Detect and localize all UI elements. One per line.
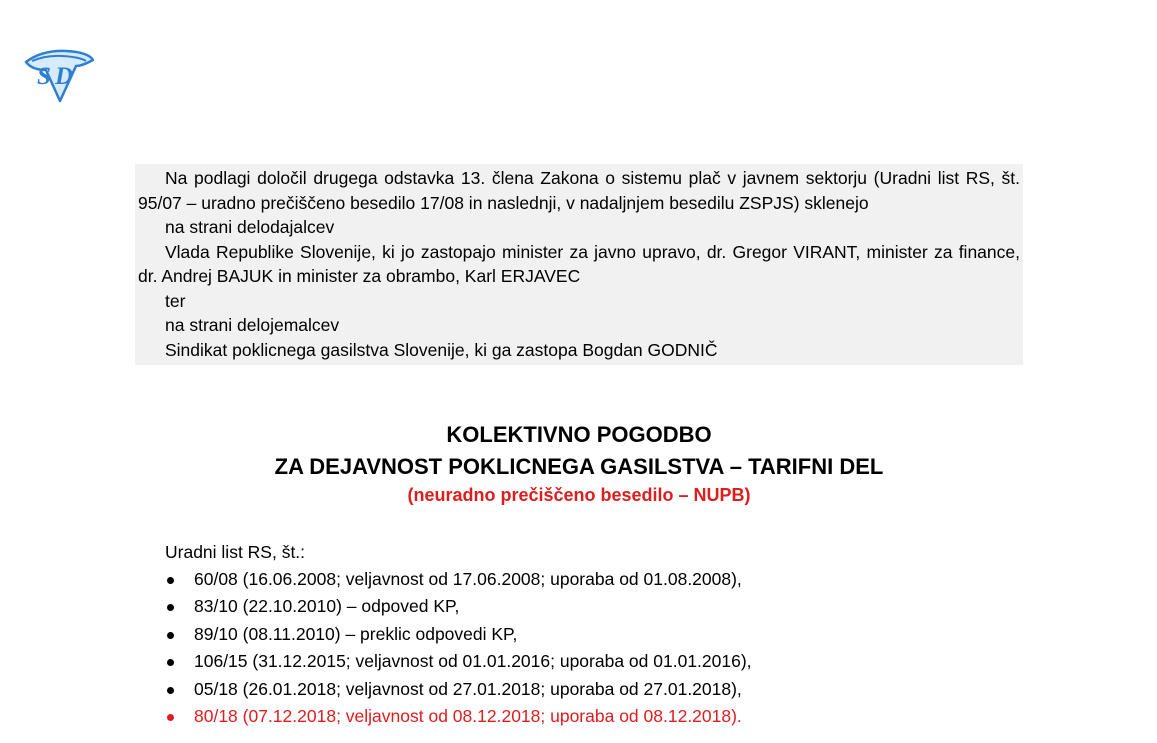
reference-list-item	[165, 703, 752, 730]
title-block	[135, 419, 1023, 507]
svg-text:D: D	[55, 63, 74, 90]
document-title-line-2: ZA DEJAVNOST POKLICNEGA GASILSTVA – TARIFNI DEL	[274, 454, 884, 479]
preamble-paragraph: Sindikat poklicnega gasilstva Slovenije, ki ga zastopa Bogdan GODNIČ	[165, 339, 718, 360]
reference-list-item	[165, 566, 752, 593]
bullet-icon	[167, 604, 174, 611]
preamble-paragraph: ter	[165, 290, 186, 311]
document-subtitle: (neuradno prečiščeno besedilo – NUPB)	[407, 485, 751, 505]
svg-text:S: S	[37, 63, 51, 90]
bullet-icon	[167, 714, 174, 721]
references-heading: Uradni list RS, št.:	[165, 542, 306, 562]
reference-text: 106/15 (31.12.2015; veljavnost od 01.01.2016; uporaba od 01.01.2016),	[194, 651, 752, 672]
reference-text: 60/08 (16.06.2008; veljavnost od 17.06.2008; uporaba od 01.08.2008),	[194, 569, 742, 589]
bullet-icon	[167, 687, 174, 694]
references-list	[165, 566, 752, 730]
reference-text: 89/10 (08.11.2010) – preklic odpovedi KP,	[194, 623, 518, 644]
preamble-paragraph: na strani delojemalcev	[165, 315, 340, 335]
preamble-paragraph: na strani delodajalcev	[165, 217, 335, 237]
sd-logo-icon	[22, 48, 96, 104]
reference-text: 83/10 (22.10.2010) – odpoved KP,	[194, 596, 460, 617]
bullet-icon	[167, 632, 174, 639]
preamble-paragraph: Na podlagi določil drugega odstavka 13. člena Zakona o sistemu plač v javnem sektorju (Uradni list RS, št. 95/07 – uradno prečiščeno besedilo 17/08 in naslednji, v nadaljnjem besedilu ZSPJS) sklenejo	[138, 168, 1020, 213]
bullet-icon	[167, 577, 174, 584]
bullet-icon	[167, 659, 174, 666]
reference-list-item	[165, 676, 752, 703]
reference-list-item	[165, 593, 752, 620]
preamble-block	[135, 164, 1023, 365]
document-title-line-1: KOLEKTIVNO POGODBO	[446, 422, 712, 447]
reference-list-item	[165, 621, 752, 648]
reference-text: 80/18 (07.12.2018; veljavnost od 08.12.2018; uporaba od 08.12.2018).	[194, 706, 742, 727]
references-block	[165, 540, 752, 730]
preamble-paragraph: Vlada Republike Slovenije, ki jo zastopajo minister za javno upravo, dr. Gregor VIRANT, minister za finance, dr. Andrej BAJUK in minister za obrambo, Karl ERJAVEC	[138, 241, 1020, 286]
reference-text: 05/18 (26.01.2018; veljavnost od 27.01.2018; uporaba od 27.01.2018),	[194, 678, 742, 699]
reference-list-item	[165, 648, 752, 675]
